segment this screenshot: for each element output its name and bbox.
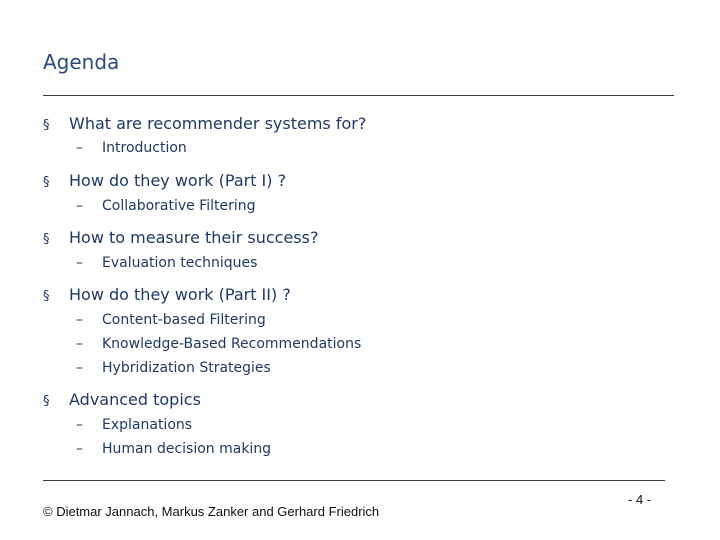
agenda-subitem-label: Hybridization Strategies	[102, 360, 271, 376]
dash-icon: –	[76, 198, 83, 214]
agenda-subitem-label: Human decision making	[102, 441, 272, 457]
dash-icon: –	[76, 140, 83, 156]
agenda-subitem-label: Explanations	[102, 417, 193, 433]
dash-icon: –	[76, 336, 83, 352]
agenda-item-label: How to measure their success?	[69, 228, 319, 247]
agenda-subitem-label: Knowledge-Based Recommendations	[102, 336, 362, 352]
dash-icon: –	[76, 255, 83, 271]
agenda-item-4	[43, 285, 291, 304]
agenda-item-label: What are recommender systems for?	[69, 114, 367, 133]
page-number: - 4 -	[628, 492, 652, 507]
agenda-subitem-label: Content-based Filtering	[102, 312, 266, 328]
agenda-subitem-label: Collaborative Filtering	[102, 198, 256, 214]
agenda-subitem	[76, 360, 271, 376]
agenda-item-3	[43, 228, 318, 247]
agenda-subitem	[76, 312, 266, 328]
agenda-item-2	[43, 171, 286, 190]
agenda-item-5	[43, 390, 201, 409]
agenda-subitem	[76, 198, 256, 214]
agenda-item-label: How do they work (Part II) ?	[69, 285, 291, 304]
bullet-icon: §	[43, 289, 50, 304]
agenda-subitem-label: Introduction	[102, 140, 187, 156]
bullet-icon: §	[43, 175, 50, 190]
agenda-subitem	[76, 140, 187, 156]
agenda-subitem-label: Evaluation techniques	[102, 255, 258, 271]
bullet-icon: §	[43, 118, 50, 133]
agenda-item-label: Advanced topics	[69, 390, 201, 409]
agenda-subitem	[76, 417, 192, 433]
dash-icon: –	[76, 360, 83, 376]
title-divider	[43, 95, 674, 96]
bullet-icon: §	[43, 232, 50, 247]
dash-icon: –	[76, 441, 83, 457]
slide-title: Agenda	[43, 50, 120, 74]
footer-authors: © Dietmar Jannach, Markus Zanker and Gerhard Friedrich	[43, 504, 380, 519]
agenda-item-label: How do they work (Part I) ?	[69, 171, 287, 190]
dash-icon: –	[76, 312, 83, 328]
bullet-icon: §	[43, 394, 50, 409]
dash-icon: –	[76, 417, 83, 433]
footer-divider	[43, 480, 665, 481]
agenda-subitem	[76, 441, 271, 457]
agenda-subitem	[76, 336, 361, 352]
agenda-item-1	[43, 114, 366, 133]
agenda-subitem	[76, 255, 257, 271]
